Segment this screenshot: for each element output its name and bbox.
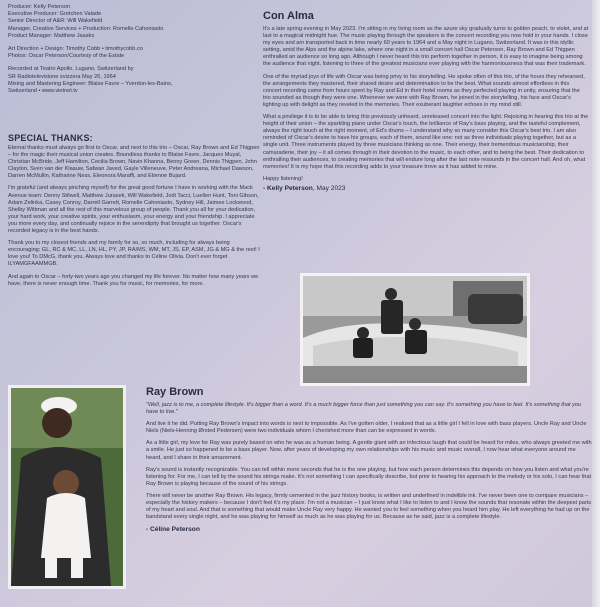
trio-car-photo	[300, 273, 530, 386]
credit-line: Senior Director of A&R: Will Wakefield	[8, 18, 103, 25]
ray-brown-body	[146, 402, 592, 538]
thanks-paragraph: And again to Oscar – forty-two years ago you changed my life forever. No matter how many years we have, there is never enough time. Thank you for music, for memories, for more.	[8, 273, 259, 287]
ray-paragraph: And live it he did. Putting Ray Brown's impact into words is next to impossible. As I've gotten older, I realized that as a little girl I fell in love with bass players. Uncle Ray and Uncle Niels (Niels-Henning Ørsted Pedersen) were two individuals whom I cherished more than can be expressed in words.	[146, 421, 587, 435]
ray-brown-photo-illustration	[11, 388, 123, 586]
alma-paragraph: What a privilege it is to be able to bring this previously unheard, unreleased concert into the light. Rejoicing in hearing this trio at the height of their union – the sparkling piano under Oscar's touch, the brilliance of Ray's bass playing, and the tasteful complement, always the right touch at the right moment, of Ed's drums – I understand why so many consider this Oscar's best trio. I am also reminded of Oscar's desire to have his groups, each of them, sound like one: not as three individuals playing together, but as a single unit. Three instruments played by three musicians thinking as one. Their energy, their tremendous musicianship, their camaraderie, their joy – it all comes through in their devotion to the music, to each other, and to being the best. Their dedication to enthralling their audiences, to creating memories that will endure long after the last note resounds in the concert hall. And oh, what memories! It is my hope that this recording adds to your treasure trove as it has added to mine.	[263, 114, 589, 170]
credits-block	[8, 4, 258, 95]
credit-line: Manager, Creative Services + Production: Romelle Cahoniasto	[8, 25, 164, 32]
signature-date: , May 2023	[312, 184, 346, 192]
celine-signature: - Céline Peterson	[146, 526, 200, 534]
thanks-paragraph: Thank you to my closest friends and my family for so, so much, including for always being encouraging: GL, RC & MC, LL, LN, HL, PY, JP, RA/MS, WM, MT, JS, EP, ASM, JG & MG & the rest! I love you! To DMcG, thank you. Always love and thanks to Céline Olivia. Don't ever forget ILYAMGFAAMMGB.	[8, 240, 260, 268]
credit-line: SR Radiotelevisione svizzera May 26, 1964	[8, 73, 116, 80]
ray-paragraph: Ray's sound is instantly recognizable. You can tell within mere seconds that he is the one playing, but how each person determines this depends on how you listen and what you're listening for. For me, I can tell by the sound his strings make. It's not something I can specifically describe, but prior to hearing his approach to the melody or his solo, I can hear that Ray Brown is playing because of the sound of his strings.	[146, 466, 592, 487]
alma-paragraph: It's a late spring evening in May 2023. I'm sitting in my living room as the azure sky gradually turns to golden peach, to violet, and at last to a magical midnight hue. The music playing through the speakers is the concert recording you now hold in your hands. I close my eyes and am transported back in time nearly 60 years to 1964 and a May night in Lugano, Switzerland. It was in this idyllic setting, amid the Alps and the alpine lake, where one night in a small concert hall Oscar Peterson, Ray Brown and Ed Thigpen enthralled an audience so long ago. Although I never heard this trio perform together in person, it is easy to imagine being among the audience that night, listening to three of the greatest musicians ever playing with the harmoniousness that was their trademark.	[263, 26, 589, 68]
credit-line: Photos: Oscar Peterson/Courtesy of the Estate	[8, 53, 125, 60]
con-alma-heading: Con Alma	[263, 10, 314, 22]
thanks-paragraph: I'm grateful (and always pinching myself) for the great good fortune I have in working with the Mack Avenue team: Denny Stilwell, Matthew Jurasek, Will Wakefield, Jodi Tacci, Luellen Hunt, Toni Gibson, Adam Zelinka, Casey Conroy, Darrell Garrett, Romelle Cahoniasto, Sydney Hill, Jaimee Lockwood, Shelby Wittman and all the rest of this marvelous group of people. Thank you all for your dedication, your hard work, your creative spirits, your enthusiasm, your energy and your friendship. I appreciate you more every day, and continually rejoice in the serendipity that brought us together. Oscar's recorded legacy is in the best hands.	[8, 185, 259, 235]
alma-paragraph: One of the myriad joys of life with Oscar was being privy to his storytelling. He spoke often of this trio, of the hours they rehearsed, the arrangements they mastered, their shared desire and determination to be the best. What sounds almost effortless in this concert recording came from hours spent by Ray and Ed in their hotel rooms as they perfected playing in unity, ensuring that the trio sounded as though they were one. Whenever we were with Ray Brown, he joined in the storytelling, his face and Oscar's lighting up with delight as they reveled in the memories. Their exuberant laughter echoes in my mind still.	[263, 73, 585, 108]
credit-line: Executive Producer: Gretchen Valade	[8, 11, 102, 18]
credit-line: Switzerland • www.vietnet.tv	[8, 88, 78, 95]
ray-brown-heading: Ray Brown	[146, 386, 204, 398]
credit-line: Mixing and Mastering Engineer: Blaise Favre – Yverdon-les-Bains,	[8, 80, 173, 87]
ray-quote: "Well, jazz is to me, a complete lifestyle. It's bigger than a word. It's a much bigger force than just something you can say. It's something you have to feel. It's something that you have to live."	[146, 402, 582, 416]
trio-car-photo-illustration	[303, 276, 527, 383]
credit-line: Product Manager: Matthew Jaasks	[8, 32, 95, 39]
ray-brown-photo	[8, 385, 126, 589]
credit-line: Producer: Kelly Peterson	[8, 4, 70, 10]
credit-line: Art Direction + Design: Timothy Cobb • timothycobb.co	[8, 46, 143, 53]
kelly-signature	[263, 185, 589, 192]
ray-paragraph: There will never be another Ray Brown. His legacy, firmly cemented in the jazz history books, is written and underlined in indelible ink. I've never been one to compare musicians – especially the history makers – because I don't feel it's my place. I'm not a musician – I just know what I like to listen to and I know the sounds that resonate within the deepest parts of my heart and soul. And that is something that would make Uncle Ray very happy. He wanted you to feel something when you heard him play. He left everything he had up on the bandstand every single night, and he was playing for himself as much as he was playing for us. Because as he said, jazz is a complete lifestyle.	[146, 492, 592, 521]
signature-name: - Kelly Peterson	[263, 184, 313, 192]
con-alma-body	[263, 26, 589, 197]
special-thanks-heading: SPECIAL THANKS:	[8, 133, 93, 143]
page-edge	[592, 0, 600, 607]
closing-line: Happy listening!	[263, 175, 303, 182]
credit-line: Recorded at Teatro Apollo, Lugano, Switzerland by	[8, 66, 134, 73]
special-thanks-body	[8, 145, 260, 293]
ray-paragraph: As a little girl, my love for Ray was purely based on who he was as a human being. A gentle giant with an infectious laugh that could be heard for miles, who always greeted me with a smile. He just so happened to be a bass player. Now, after years of developing my own relationships with his music and music overall, I now hear what everyone around me heard, and I share in their amazement.	[146, 440, 592, 461]
thanks-paragraph: Eternal thanks must always go first to Oscar, and next to this trio – Oscar, Ray Brown and Ed Thigpen – for the magic their musical union creates. Boundless thanks to Blaise Favre, Jacques Muyal, Christian McBride, Jeff Hamilton, Cecilia Brown, Navin Khanna, Benny Green, Dennis Thigpen, John Clayton, Sven van der Klaauw, Safwan Javed, Gayle Villeneuve, Peter Andreana, Michael Dawson, Darren McMullin, Katharine Ness, Eleonora Maraffi, and Etienne Bujard.	[8, 145, 260, 180]
